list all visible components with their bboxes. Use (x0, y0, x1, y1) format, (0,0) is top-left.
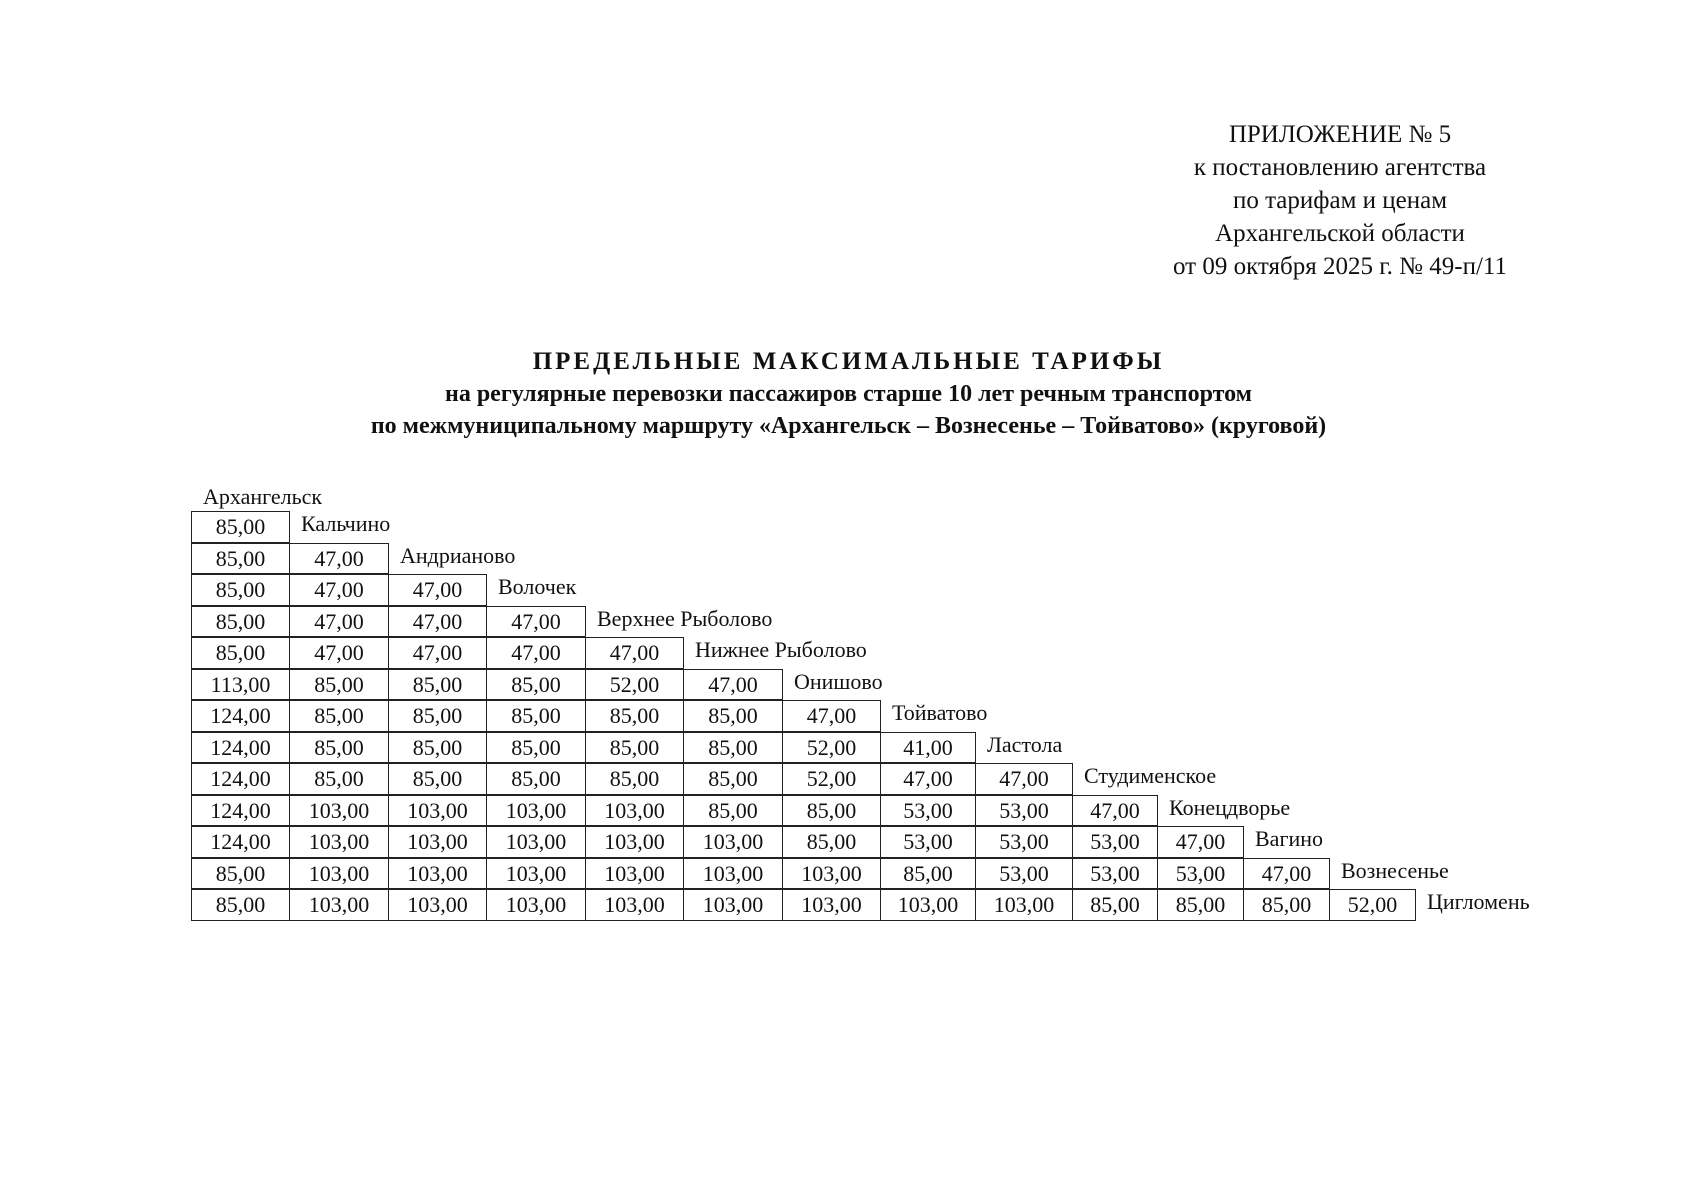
tariff-cell: 85,00 (388, 732, 487, 764)
stop-label: Вознесенье (1341, 857, 1449, 883)
tariff-cell: 124,00 (191, 826, 290, 858)
tariff-cell: 103,00 (975, 889, 1073, 921)
tariff-cell: 85,00 (191, 574, 290, 606)
tariff-cell: 124,00 (191, 795, 290, 827)
tariff-cell: 85,00 (191, 858, 290, 890)
stop-label: Студименское (1084, 763, 1217, 788)
tariff-cell: 85,00 (880, 858, 976, 890)
tariff-cell: 47,00 (585, 637, 684, 669)
tariff-cell: 52,00 (585, 669, 684, 701)
tariff-cell: 85,00 (388, 763, 487, 795)
tariff-cell: 85,00 (683, 732, 783, 764)
tariff-cell: 47,00 (975, 763, 1073, 795)
tariff-cell: 85,00 (486, 763, 586, 795)
tariff-cell: 85,00 (486, 732, 586, 764)
tariff-cell: 85,00 (683, 763, 783, 795)
tariff-cell: 53,00 (975, 795, 1073, 827)
appendix-line: от 09 октября 2025 г. № 49-п/11 (1173, 253, 1507, 280)
tariff-cell: 47,00 (289, 606, 389, 638)
stop-label: Андрианово (400, 542, 516, 568)
tariff-cell: 47,00 (1157, 826, 1244, 858)
tariff-cell: 103,00 (683, 889, 783, 921)
tariff-cell: 103,00 (880, 889, 976, 921)
tariff-cell: 47,00 (1072, 795, 1158, 827)
tariff-cell: 85,00 (486, 700, 586, 732)
tariff-cell: 41,00 (880, 732, 976, 764)
tariff-cell: 103,00 (388, 889, 487, 921)
tariff-cell: 85,00 (1072, 889, 1158, 921)
tariff-cell: 85,00 (486, 669, 586, 701)
tariff-cell: 103,00 (289, 795, 389, 827)
stop-label: Цигломень (1427, 889, 1530, 914)
tariff-cell: 85,00 (585, 732, 684, 764)
tariff-cell: 85,00 (289, 732, 389, 764)
tariff-cell: 53,00 (975, 858, 1073, 890)
tariff-cell: 47,00 (486, 637, 586, 669)
appendix-line: по тарифам и ценам (1232, 187, 1448, 214)
tariff-cell: 53,00 (1157, 858, 1244, 890)
tariff-cell: 53,00 (1072, 826, 1158, 858)
title-route: по межмуниципальному маршруту «Архангельск – Вознесенье – Тойватово» (круговой) (370, 413, 1327, 439)
tariff-cell: 47,00 (388, 606, 487, 638)
tariff-cell: 103,00 (585, 826, 684, 858)
tariff-cell: 53,00 (975, 826, 1073, 858)
tariff-cell: 47,00 (880, 763, 976, 795)
tariff-cell: 103,00 (585, 795, 684, 827)
tariff-cell: 47,00 (486, 606, 586, 638)
tariff-cell: 85,00 (683, 795, 783, 827)
tariff-cell: 85,00 (191, 511, 290, 543)
stop-label: Ластола (987, 731, 1063, 757)
tariff-cell: 103,00 (486, 795, 586, 827)
tariff-cell: 124,00 (191, 763, 290, 795)
tariff-cell: 103,00 (486, 858, 586, 890)
tariff-cell: 47,00 (289, 543, 389, 575)
tariff-cell: 103,00 (782, 889, 881, 921)
appendix-line: к постановлению агентства (1193, 154, 1487, 181)
tariff-cell: 103,00 (683, 826, 783, 858)
stop-label: Конецдворье (1169, 794, 1291, 820)
tariff-cell: 85,00 (388, 700, 487, 732)
tariff-cell: 85,00 (289, 669, 389, 701)
tariff-cell: 124,00 (191, 732, 290, 764)
tariff-cell: 103,00 (289, 826, 389, 858)
tariff-cell: 85,00 (782, 826, 881, 858)
tariff-cell: 85,00 (191, 543, 290, 575)
tariff-cell: 85,00 (191, 889, 290, 921)
title-subtitle: на регулярные перевозки пассажиров старше 10 лет речным транспортом (445, 381, 1252, 407)
tariff-cell: 103,00 (782, 858, 881, 890)
tariff-cell: 124,00 (191, 700, 290, 732)
tariff-cell: 85,00 (388, 669, 487, 701)
tariff-cell: 52,00 (1329, 889, 1416, 921)
tariff-cell: 113,00 (191, 669, 290, 701)
tariff-cell: 103,00 (388, 826, 487, 858)
tariff-cell: 85,00 (1157, 889, 1244, 921)
tariff-cell: 103,00 (388, 795, 487, 827)
tariff-cell: 85,00 (1243, 889, 1330, 921)
tariff-cell: 85,00 (782, 795, 881, 827)
tariff-cell: 103,00 (585, 889, 684, 921)
tariff-cell: 53,00 (880, 795, 976, 827)
tariff-cell: 85,00 (585, 763, 684, 795)
tariff-cell: 47,00 (289, 574, 389, 606)
stop-label: Вагино (1255, 826, 1324, 851)
tariff-cell: 103,00 (289, 889, 389, 921)
tariff-cell: 103,00 (486, 826, 586, 858)
tariff-cell: 52,00 (782, 763, 881, 795)
tariff-cell: 103,00 (585, 858, 684, 890)
tariff-cell: 47,00 (683, 669, 783, 701)
tariff-cell: 103,00 (388, 858, 487, 890)
tariff-cell: 103,00 (683, 858, 783, 890)
tariff-cell: 47,00 (1243, 858, 1330, 890)
tariff-cell: 53,00 (1072, 858, 1158, 890)
stop-label: Тойватово (892, 700, 988, 725)
stop-label: Кальчино (301, 511, 391, 536)
tariff-cell: 47,00 (388, 637, 487, 669)
tariff-cell: 103,00 (289, 858, 389, 890)
tariff-cell: 47,00 (388, 574, 487, 606)
stop-label-first: Архангельск (203, 484, 323, 509)
stop-label: Верхнее Рыболово (597, 605, 773, 631)
tariff-cell: 47,00 (782, 700, 881, 732)
tariff-cell: 103,00 (486, 889, 586, 921)
tariff-cell: 52,00 (782, 732, 881, 764)
appendix-line: ПРИЛОЖЕНИЕ № 5 (1228, 121, 1452, 148)
tariff-cell: 85,00 (585, 700, 684, 732)
tariff-cell: 85,00 (191, 606, 290, 638)
stop-label: Нижнее Рыболово (695, 637, 867, 662)
tariff-cell: 53,00 (880, 826, 976, 858)
title-main: ПРЕДЕЛЬНЫЕ МАКСИМАЛЬНЫЕ ТАРИФЫ (532, 348, 1165, 375)
tariff-cell: 85,00 (289, 700, 389, 732)
tariff-cell: 85,00 (289, 763, 389, 795)
stop-label: Волочек (498, 574, 577, 599)
tariff-cell: 85,00 (191, 637, 290, 669)
tariff-cell: 85,00 (683, 700, 783, 732)
stop-label: Онишово (794, 668, 883, 694)
tariff-cell: 47,00 (289, 637, 389, 669)
appendix-line: Архангельской области (1215, 220, 1465, 247)
